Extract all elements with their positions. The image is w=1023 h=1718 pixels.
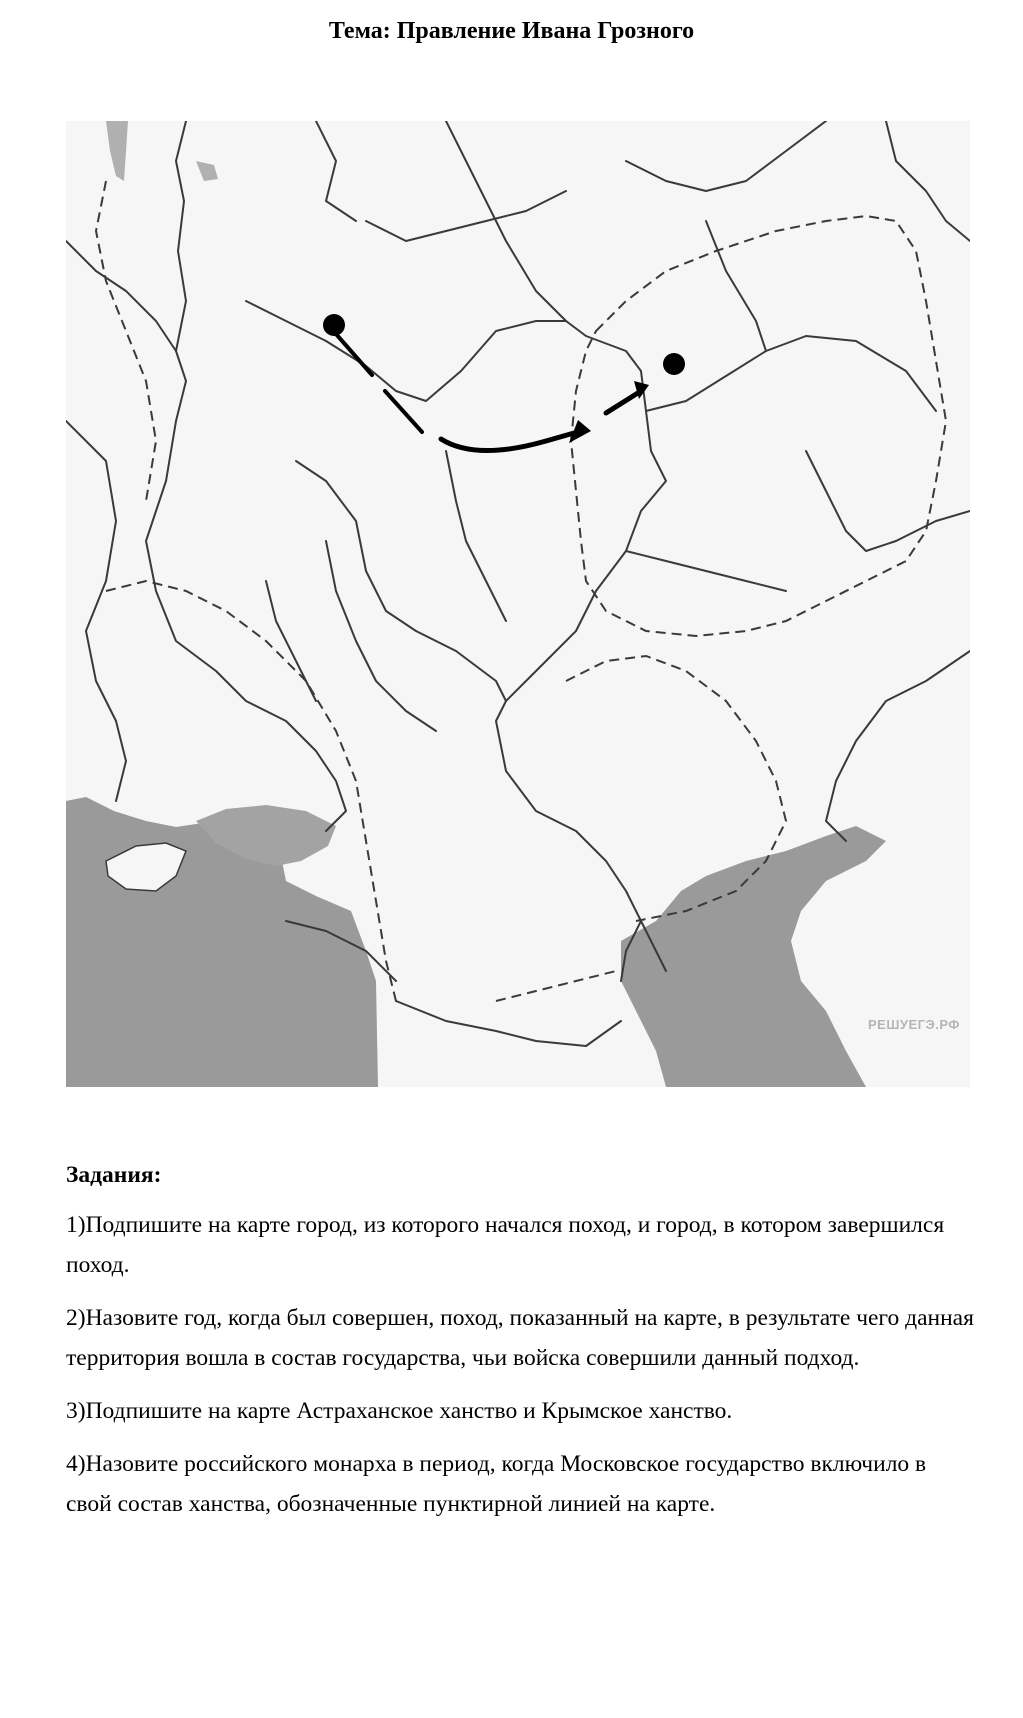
task-item: 4)Назовите российского монарха в период, когда Московское государство включило в свой состав ханства, обозначенные пунктирной линией на карте. <box>66 1451 927 1517</box>
watermark: РЕШУЕГЭ.РФ <box>868 1017 960 1032</box>
tasks-section <box>66 1155 976 1537</box>
task-item: 2)Назовите год, когда был совершен, поход, показанный на карте, в результате чего данная территория вошла в состав государства, чьи войска совершили данный подход. <box>66 1305 974 1371</box>
task-item: 1)Подпишите на карте город, из которого начался поход, и город, в котором завершился поход. <box>66 1212 945 1278</box>
task-item: 3)Подпишите на карте Астраханское ханство и Крымское ханство. <box>66 1398 733 1424</box>
tasks-heading: Задания: <box>66 1162 162 1188</box>
end-city-marker <box>663 353 685 375</box>
historical-map <box>66 121 970 1087</box>
start-city-marker <box>323 314 345 336</box>
page-title: Тема: Правление Ивана Грозного <box>328 18 695 44</box>
map-drawing <box>66 121 970 1087</box>
